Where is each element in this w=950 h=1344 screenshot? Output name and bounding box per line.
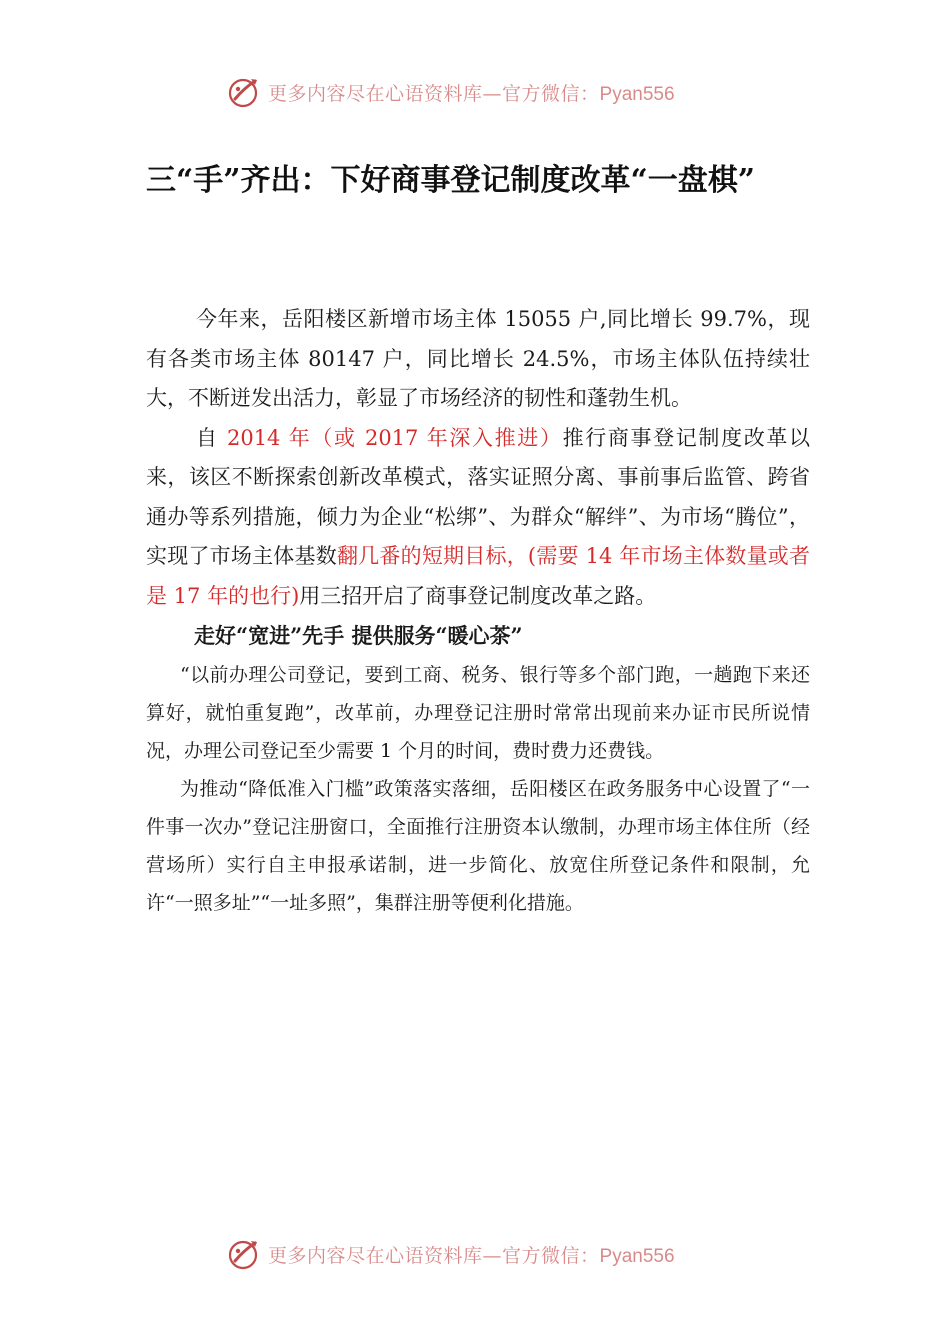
paragraph-lower-threshold: 为推动“降低准入门槛”政策落实落细，岳阳楼区在政务服务中心设置了“一件事一次办”登记注册窗口，全面推行注册资本认缴制，办理市场主体住所（经营场所）实行自主申报承诺制，进一步简化、放宽住所登记条件和限制，允许“一照多址”“一址多照”，集群注册等便利化措施。 [146,778,810,914]
library-logo-icon [226,75,260,109]
paragraph-market-growth: 今年来，岳阳楼区新增市场主体 15055 户,同比增长 99.7%，现有各类市场主体 80147 户，同比增长 24.5%，市场主体队伍持续壮大，不断迸发出活力，彰显了市场经济的韧性和蓬勃生机。 [146,307,810,410]
library-logo-icon [226,1237,260,1271]
watermark-text: 更多内容尽在心语资料库—官方微信：Pyan556 [268,82,675,105]
footer-watermark [226,1236,746,1272]
paragraph-before-reform: “以前办理公司登记，要到工商、税务、银行等多个部门跑，一趟跑下来还算好，就怕重复跑”，改革前，办理登记注册时常常出现前来办证市民所说情况，办理公司登记至少需要 1 个月的时间，费时费力还费钱。 [146,664,810,762]
header-watermark [226,74,746,110]
watermark-text: 更多内容尽在心语资料库—官方微信：Pyan556 [268,1244,675,1267]
article-body [146,300,810,922]
highlight-year-note: 2014 年（或 2017 年深入推进） [226,425,563,450]
section-subheading: 走好“宽进”先手 提供服务“暖心茶” [194,623,523,648]
paragraph-reform-history: 自 2014 年（或 2017 年深入推进）推行商事登记制度改革以来，该区不断探索创新改革模式，落实证照分离、事前事后监管、跨省通办等系列措施，倾力为企业“松绑”、为群众“解绊”、为市场“腾位”，实现了市场主体基数翻几番的短期目标，(需要 14 年市场主体数量或者是 17 年的也行)用三招开启了商事登记制度改革之路。 [146,425,811,608]
article-title: 三“手”齐出：下好商事登记制度改革“一盘棋” [146,163,756,198]
highlight-target-note: 翻几番的短期目标，(需要 14 年市场主体数量或者是 17 年的也行) [146,544,811,608]
